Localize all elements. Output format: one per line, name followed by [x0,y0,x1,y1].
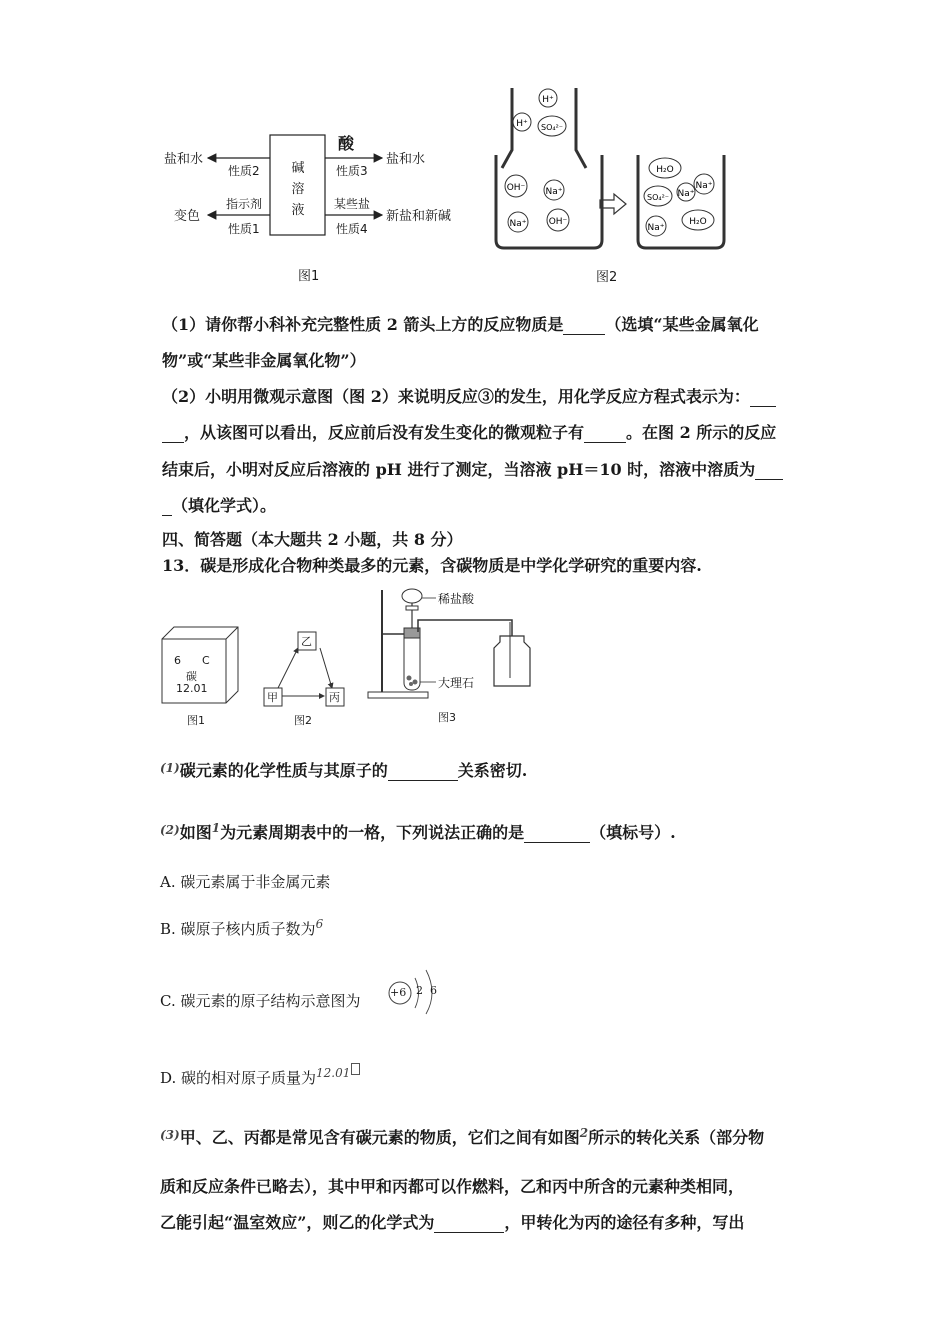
ion-h-1 [539,89,557,107]
q13-fig2-caption: 图2 [294,714,312,727]
q13-part2-number: (2) [160,823,180,837]
ion-na-3 [694,174,714,194]
q13-part3-line3: 乙能引起“温室效应”，则乙的化学式为 ，甲转化为丙的途径有多种，写出 [160,1213,745,1232]
svg-text:Na⁺: Na⁺ [677,189,695,199]
some-salt-label: 某些盐 [334,197,371,211]
q13-blank-2 [524,842,590,843]
q12-blank-2a [750,406,776,407]
q13-intro: 13．碳是形成化合物种类最多的元素，含碳物质是中学化学研究的重要内容. [162,556,702,575]
right-bottom-product: 新盐和新碱 [386,209,452,224]
node-jia: 甲 [267,691,278,704]
dilute-hcl-label: 稀盐酸 [438,592,475,606]
box-char-1: 碱 [291,161,305,176]
property1-label: 性质1 [228,222,260,236]
q12-part2-line2: ，从该图可以看出，反应前后没有发生变化的微观粒子有 。在图 2 所示的反应 [162,420,776,443]
q12-blank-3 [584,442,626,443]
q13-blank-1 [388,780,458,781]
svg-text:OH⁻: OH⁻ [548,217,568,227]
q13-part3-number: (3) [160,1128,180,1142]
property2-label: 性质2 [228,164,260,178]
node-bing: 丙 [329,691,340,704]
svg-text:H⁺: H⁺ [542,95,554,105]
indicator-label: 指示剂 [226,197,263,211]
section-heading: 四、简答题（本大题共 2 小题，共 8 分） [162,530,463,549]
left-bottom-product: 变色 [174,209,201,224]
q12-blank-4a [755,479,783,480]
gas-collection-bottle [494,636,530,686]
property3-label: 性质3 [336,164,368,178]
q13-blank-3 [434,1232,504,1233]
q12-part1-line1: （1）请你帮小科补充完整性质 2 箭头上方的反应物质是 （选填“某些金属氧化 [162,315,759,334]
svg-text:Na⁺: Na⁺ [695,181,713,191]
q12-blank-4b [162,515,172,516]
option-a: A. 碳元素属于非金属元素 [160,873,331,891]
ion-so4 [538,116,566,136]
option-b-value: 6 [315,917,324,931]
ion-na-2 [508,212,528,232]
option-b: B. 碳原子核内质子数为$^6$ [160,917,324,938]
figure-carbon-conversion [262,630,347,725]
neutralization-diagram [490,80,750,255]
figure2-caption: 图2 [596,270,618,285]
ion-na-4 [677,183,695,201]
q12-part2-line1: （2）小明用微观示意图（图 2）来说明反应③的发生，用化学反应方程式表示为： [162,384,776,407]
acid-label: 酸 [338,134,355,153]
q12-part2-line3: 结束后，小明对反应后溶液的 pH 进行了测定，当溶液 pH＝10 时，溶液中溶质为 [162,457,783,480]
molecule-h2o-2 [682,210,714,230]
missing-glyph-box [351,1063,360,1075]
figure-base-properties [150,125,480,285]
q13-part2-fig-ref: 1 [211,821,221,835]
node-yi: 乙 [301,635,312,648]
figure-neutralization [490,80,750,285]
ion-na-5 [646,216,666,236]
shell2-electrons: 6 [430,984,437,997]
q13-part3-line1: $^{(3)}$甲、乙、丙都是常见含有碳元素的物质，它们之间有如图$^2$所示的转化关系（部分物 [160,1126,765,1147]
figure1-caption: 图1 [298,269,320,284]
q12-blank-1 [563,334,605,335]
svg-text:Na⁺: Na⁺ [509,219,527,229]
ion-h-2 [513,113,531,131]
svg-text:Na⁺: Na⁺ [545,187,563,197]
q13-fig1-caption: 图1 [187,714,205,727]
svg-text:H⁺: H⁺ [516,119,528,129]
ion-na-1 [544,180,564,200]
molecule-h2o-1 [649,158,681,178]
svg-text:SO₄²⁻: SO₄²⁻ [540,123,564,132]
svg-text:SO₄²⁻: SO₄²⁻ [646,193,670,202]
ion-oh-2 [547,209,569,231]
q13-part3-fig-ref: 2 [579,1126,589,1140]
left-beaker [496,155,602,248]
svg-text:Na⁺: Na⁺ [647,223,665,233]
q13-part1: $^{(1)}$碳元素的化学性质与其原子的 关系密切. [160,761,528,780]
q12-blank-2b [162,442,184,443]
cell-mass: 12.01 [176,682,208,695]
option-c: C. 碳元素的原子结构示意图为 [160,992,361,1010]
left-top-product: 盐和水 [164,152,204,167]
shell1-electrons: 2 [416,984,423,997]
q13-fig3-caption: 图3 [438,711,456,724]
nucleus-charge: +6 [390,986,407,999]
q13-part3-line2: 质和反应条件已略去），其中甲和丙都可以作燃料，乙和丙中所含的元素种类相同， [160,1177,745,1196]
q13-part2: $^{(2)}$如图$^1$为元素周期表中的一格，下列说法正确的是 （填标号）. [160,821,676,842]
figure-co2-apparatus [362,582,562,727]
reaction-arrow-icon [600,194,626,214]
property4-label: 性质4 [336,222,368,236]
cell-atomic-number: 6 [174,654,181,667]
svg-text:H₂O: H₂O [689,217,707,227]
svg-text:H₂O: H₂O [656,165,674,175]
ion-so4-2 [644,186,672,206]
box-char-3: 液 [291,203,305,218]
ion-oh-1 [505,175,527,197]
q12-part2-line4: （填化学式）。 [162,493,276,516]
cell-name: 碳 [186,670,197,683]
q13-part1-number: (1) [160,761,180,775]
marble-label: 大理石 [438,676,475,690]
cell-symbol: C [202,654,210,667]
option-d-value: 12.01 [316,1066,351,1080]
carbon-atom-structure [384,966,444,1016]
box-char-2: 溶 [291,182,305,197]
figure-carbon-cell [160,625,240,725]
right-top-product: 盐和水 [386,152,426,167]
svg-text:OH⁻: OH⁻ [506,183,526,193]
option-d: D. 碳的相对原子质量为$^{12.01}$ [160,1063,360,1088]
q12-part1-line2: 物”或“某些非金属氧化物”） [162,351,366,370]
